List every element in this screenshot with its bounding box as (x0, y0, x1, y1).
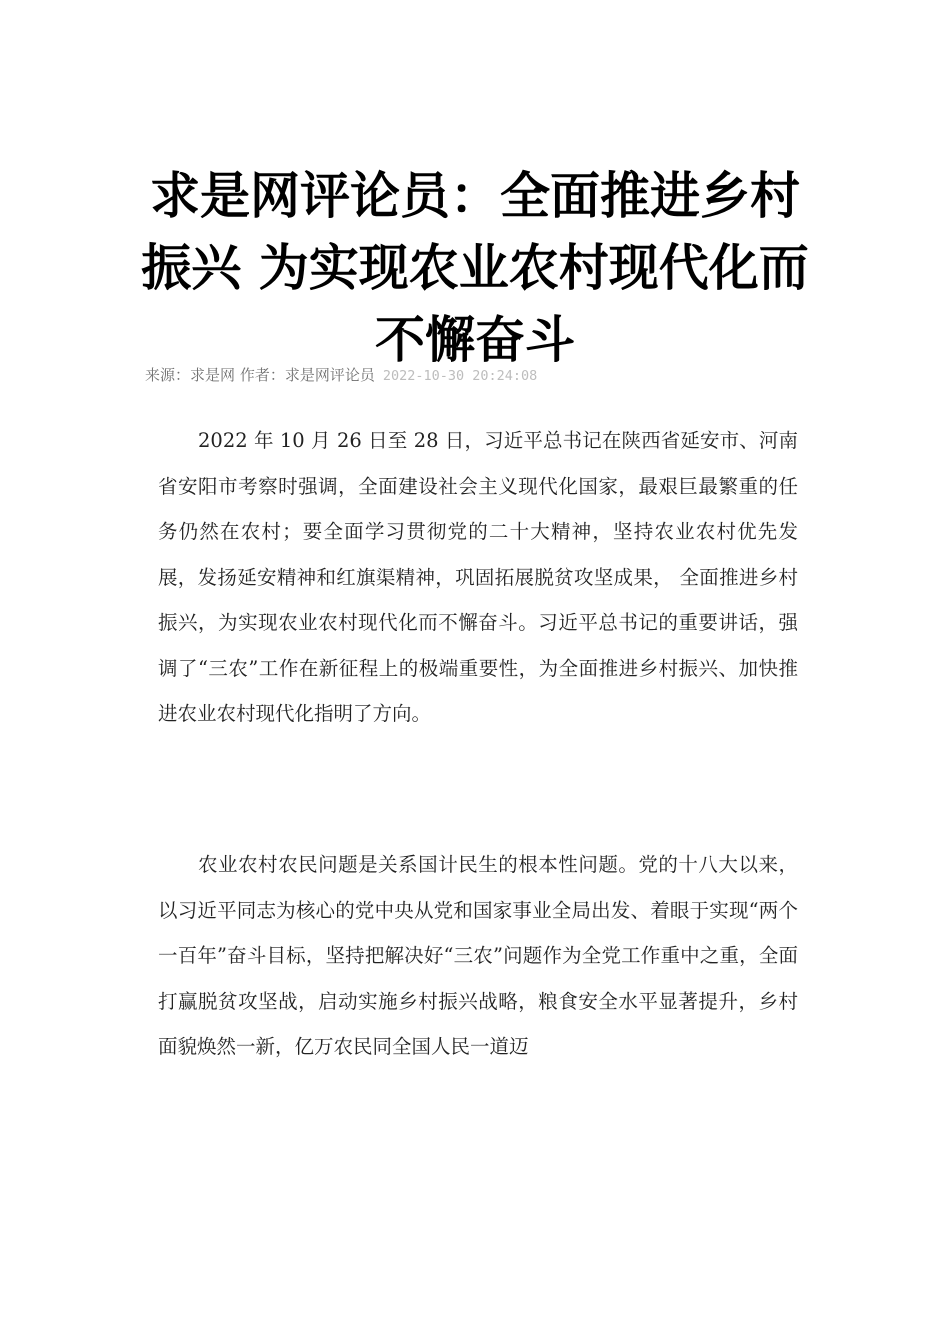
body-paragraph-2: 农业农村农民问题是关系国计民生的根本性问题。党的十八大以来，以习近平同志为核心的党中央从党和国家事业全局出发、着眼于实现“两个一百年”奋斗目标，坚持把解决好“三农”问题作为全党工作重中之重，全面打赢脱贫攻坚战，启动实施乡村振兴战略，粮食安全水平显著提升，乡村面貌焕然一新，亿万农民同全国人民一道迈 (158, 853, 798, 1058)
publish-timestamp: 2022-10-30 20:24:08 (382, 368, 538, 384)
author-value: 求是网评论员 (284, 366, 375, 384)
article-meta (145, 365, 537, 386)
article-title: 求是网评论员：全面推进乡村振兴 为实现农业农村现代化而不懈奋斗 (141, 167, 809, 369)
author-label: 作者： (239, 366, 285, 384)
source-label: 来源： (145, 366, 191, 384)
body-paragraph-1: 2022 年 10 月 26 日至 28 日，习近平总书记在陕西省延安市、河南省安阳市考察时强调，全面建设社会主义现代化国家，最艰巨最繁重的任务仍然在农村；要全面学习贯彻党的二十大精神，坚持农业农村优先发展，发扬延安精神和红旗渠精神，巩固拓展脱贫攻坚成果， 全面推进乡村振兴，为实现农业农村现代化而不懈奋斗。习近平总书记的重要讲话，强调了“三农”工作在新征程上的极端重要性，为全面推进乡村振兴、加快推进农业农村现代化指明了方向。 (158, 429, 798, 725)
source-value: 求是网 (190, 366, 236, 384)
